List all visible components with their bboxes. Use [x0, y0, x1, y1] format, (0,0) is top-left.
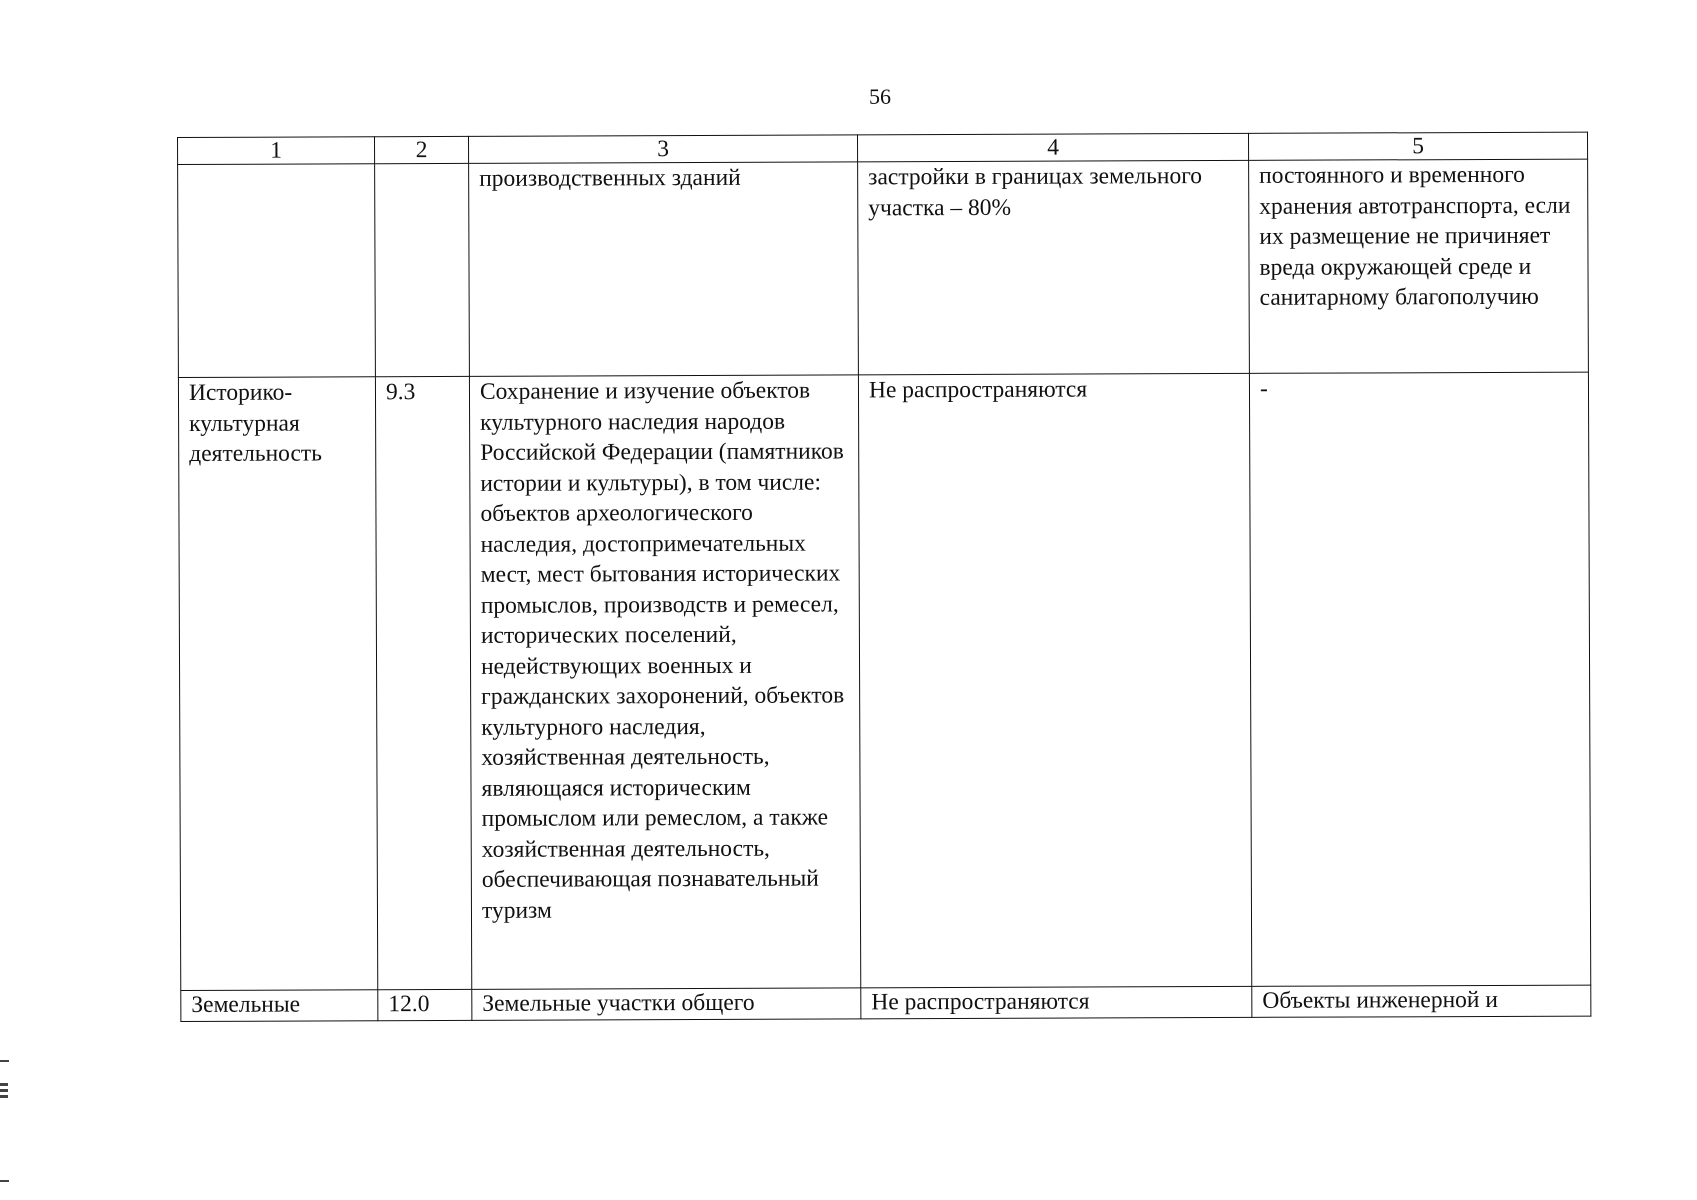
cell-notes: постоянного и временного хранения автотранспорта, если их размещение не причиняет вреда окружающей среде и санитарному благополучию — [1249, 159, 1589, 373]
cell-land-use-type — [178, 164, 376, 378]
cell-limits: Не распространяются — [858, 373, 1251, 987]
scan-artifact — [0, 1060, 9, 1062]
column-header-5: 5 — [1248, 132, 1587, 160]
cell-limits: Не распространяются — [861, 986, 1252, 1019]
table-row — [178, 372, 1590, 990]
table-row — [181, 985, 1591, 1021]
cell-land-use-type: Историко-культурная деятельность — [178, 377, 377, 991]
scan-artifact — [0, 1083, 8, 1086]
regulations-table — [177, 132, 1591, 1022]
table-row — [178, 159, 1589, 377]
cell-notes: Объекты инженерной и — [1252, 985, 1591, 1017]
cell-code: 9.3 — [375, 376, 471, 989]
cell-land-use-type: Земельные — [181, 990, 378, 1022]
column-header-3: 3 — [468, 135, 857, 163]
column-header-2: 2 — [375, 136, 469, 163]
column-header-4: 4 — [857, 133, 1248, 162]
scan-artifact — [0, 1089, 8, 1092]
cell-code — [375, 163, 470, 376]
cell-description: Земельные участки общего — [472, 988, 861, 1020]
cell-limits: застройки в границах земельного участка – 80% — [858, 160, 1250, 374]
cell-description: производственных зданий — [469, 162, 859, 376]
cell-description: Сохранение и изучение объектов культурного наследия народов Российской Федерации (памятников истории и культуры), в том числе: объектов археологического наследия, достопримечательных мест, мест бытования исторических промыслов, производств и ремесел, исторических поселений, недействующих военных и гражданских захоронений, объектов культурного наследия, хозяйственная деятельность, являющаяся историческим промыслом или ремеслом, а также хозяйственная деятельность, обеспечивающая познавательный туризм — [469, 375, 860, 989]
cell-code: 12.0 — [378, 989, 472, 1020]
page-number: 56 — [869, 84, 891, 109]
scan-artifact — [0, 1180, 9, 1182]
column-header-1: 1 — [178, 137, 375, 165]
cell-notes: - — [1249, 372, 1590, 986]
scan-artifact — [0, 1095, 8, 1098]
